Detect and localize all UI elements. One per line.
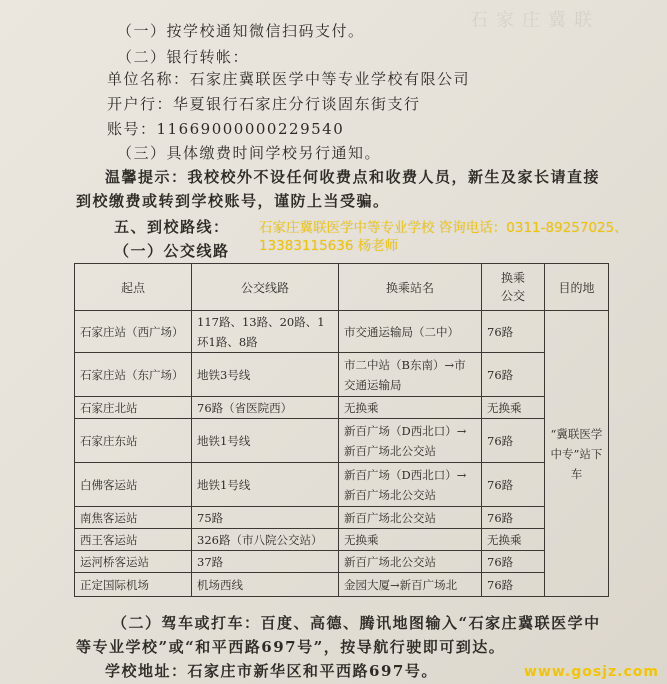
table-row	[75, 529, 609, 551]
cell-bus: 地铁1号线	[192, 419, 339, 463]
school-address: 学校地址：石家庄市新华区和平西路697号。	[105, 662, 438, 680]
bus-route-table	[74, 263, 609, 597]
table-row	[75, 573, 609, 597]
cell-transfer-bus: 76路	[482, 507, 545, 529]
cell-transfer: 金园大厦→新百广场北	[339, 573, 482, 597]
watermark-line-1: 石家庄冀联医学中等专业学校 咨询电话：0311-89257025、	[259, 220, 628, 236]
section-route-title: 五、到校路线：	[114, 218, 230, 236]
cell-bus: 76路（省医院西）	[192, 397, 339, 419]
table-row	[75, 463, 609, 507]
drive-instruction-1: （二）驾车或打车：百度、高德、腾讯地图输入“石家庄冀联医学中	[112, 614, 601, 632]
cell-bus: 地铁3号线	[192, 353, 339, 397]
cell-transfer-bus: 无换乘	[482, 529, 545, 551]
cell-transfer: 市二中站（B东南）→市交通运输局	[339, 353, 482, 397]
bank-unit-name: 单位名称：石家庄冀联医学中等专业学校有限公司	[107, 70, 471, 88]
cell-transfer-bus: 76路	[482, 573, 545, 597]
cell-transfer-bus: 76路	[482, 463, 545, 507]
cell-transfer-bus: 76路	[482, 419, 545, 463]
cell-start: 石家庄东站	[75, 419, 192, 463]
warm-tip-2: 到校缴费或转到学校账号，谨防上当受骗。	[76, 192, 390, 210]
header-transfer-bus: 换乘 公交	[482, 264, 545, 311]
drive-instruction-2: 等专业学校”或“和平西路697号”，按导航行驶即可到达。	[76, 638, 506, 656]
header-transfer-station: 换乘站名	[339, 264, 482, 311]
cell-bus: 地铁1号线	[192, 463, 339, 507]
cell-bus: 机场西线	[192, 573, 339, 597]
site-watermark: www.gosjz.com	[524, 664, 659, 680]
cell-start: 南焦客运站	[75, 507, 192, 529]
cell-bus: 37路	[192, 551, 339, 573]
cell-start: 西王客运站	[75, 529, 192, 551]
cell-transfer: 新百广场（D西北口）→新百广场北公交站	[339, 419, 482, 463]
cell-start: 正定国际机场	[75, 573, 192, 597]
cell-transfer: 新百广场北公交站	[339, 551, 482, 573]
bank-branch: 开户行：华夏银行石家庄分行谈固东街支行	[107, 95, 421, 113]
header-bus-line: 公交线路	[192, 264, 339, 311]
table-row	[75, 551, 609, 573]
cell-transfer-bus: 76路	[482, 311, 545, 353]
payment-wechat: （一）按学校通知微信扫码支付。	[117, 22, 365, 40]
cell-transfer: 无换乘	[339, 529, 482, 551]
cell-start: 运河桥客运站	[75, 551, 192, 573]
cell-transfer-bus: 无换乘	[482, 397, 545, 419]
cell-start: 白佛客运站	[75, 463, 192, 507]
bank-account: 账号：11669000000229540	[107, 120, 345, 138]
cell-destination: “冀联医学中专”站下车	[545, 311, 609, 597]
header-destination: 目的地	[545, 264, 609, 311]
cell-transfer: 无换乘	[339, 397, 482, 419]
cell-transfer-bus: 76路	[482, 353, 545, 397]
cell-bus: 326路（市八院公交站）	[192, 529, 339, 551]
subsection-bus-title: （一）公交线路	[114, 242, 230, 260]
cell-transfer: 市交通运输局（二中）	[339, 311, 482, 353]
table-row	[75, 311, 609, 353]
cell-bus: 75路	[192, 507, 339, 529]
payment-bank: （二）银行转帐：	[117, 48, 250, 66]
cell-start: 石家庄站（西广场）	[75, 311, 192, 353]
table-row	[75, 419, 609, 463]
cell-bus: 117路、13路、20路、1环1路、8路	[192, 311, 339, 353]
cell-transfer: 新百广场北公交站	[339, 507, 482, 529]
cell-start: 石家庄站（东广场）	[75, 353, 192, 397]
header-start: 起点	[75, 264, 192, 311]
cell-transfer: 新百广场（D西北口）→新百广场北公交站	[339, 463, 482, 507]
bleed-through-heading: 石家庄冀联	[470, 10, 600, 31]
watermark-line-2: 13383115636 杨老师	[259, 238, 399, 254]
table-row	[75, 507, 609, 529]
table-header-row	[75, 264, 609, 311]
table-row	[75, 397, 609, 419]
payment-time: （三）具体缴费时间学校另行通知。	[117, 144, 382, 162]
warm-tip-1: 温馨提示：我校校外不设任何收费点和收费人员，新生及家长请直接	[105, 168, 601, 186]
cell-start: 石家庄北站	[75, 397, 192, 419]
table-row	[75, 353, 609, 397]
cell-transfer-bus: 76路	[482, 551, 545, 573]
